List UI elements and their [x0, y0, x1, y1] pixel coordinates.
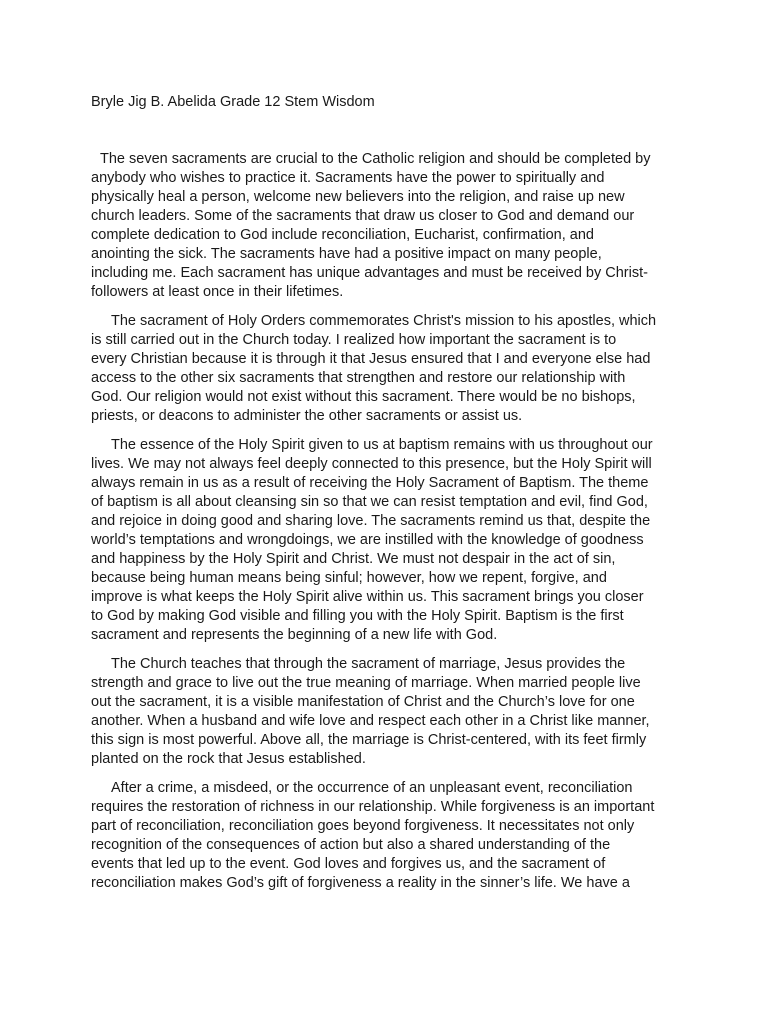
text-line: The essence of the Holy Spirit given to us at baptism remains with us throughout our [111, 437, 653, 453]
paragraph-4 [91, 655, 691, 769]
text-line: is still carried out in the Church today. I realized how important the sacrament is to [91, 332, 617, 348]
text-line: because being human means being sinful; however, how we repent, forgive, and [91, 570, 607, 586]
text-line: complete dedication to God include reconciliation, Eucharist, confirmation, and [91, 227, 594, 243]
text-line: events that led up to the event. God loves and forgives us, and the sacrament of [91, 856, 606, 872]
text-line: always remain in us as a result of receiving the Holy Sacrament of Baptism. The theme [91, 475, 649, 491]
text-line: recognition of the consequences of action but also a shared understanding of the [91, 837, 611, 853]
text-line: every Christian because it is through it that Jesus ensured that I and everyone else had [91, 351, 651, 367]
text-line: reconciliation makes God’s gift of forgiveness a reality in the sinner’s life. We have a [91, 875, 630, 891]
text-line: world’s temptations and wrongdoings, we are instilled with the knowledge of goodness [91, 532, 644, 548]
text-line: and rejoice in doing good and sharing love. The sacraments remind us that, despite the [91, 513, 651, 529]
text-line: followers at least once in their lifetimes. [91, 284, 344, 300]
text-line: access to the other six sacraments that strengthen and restore our relationship with [91, 370, 626, 386]
text-line: and happiness by the Holy Spirit and Christ. We must not despair in the act of sin, [91, 551, 616, 567]
text-line: requires the restoration of richness in our relationship. While forgiveness is an important [91, 799, 655, 815]
text-line: physically heal a person, welcome new believers into the religion, and raise up new [91, 189, 625, 205]
text-line: this sign is most powerful. Above all, the marriage is Christ-centered, with its feet firmly [91, 732, 647, 748]
text-line: God. Our religion would not exist without this sacrament. There would be no bishops, [91, 389, 636, 405]
text-line: The sacrament of Holy Orders commemorates Christ's mission to his apostles, which [111, 313, 657, 329]
document-body [91, 150, 691, 903]
document-header: Bryle Jig B. Abelida Grade 12 Stem Wisdom [91, 94, 375, 110]
paragraph-5 [91, 779, 691, 893]
text-line: The Church teaches that through the sacrament of marriage, Jesus provides the [111, 656, 626, 672]
text-line: anointing the sick. The sacraments have had a positive impact on many people, [91, 246, 602, 262]
text-line: including me. Each sacrament has unique advantages and must be received by Christ- [91, 265, 648, 281]
text-line: part of reconciliation, reconciliation goes beyond forgiveness. It necessitates not only [91, 818, 635, 834]
text-line: strength and grace to live out the true meaning of marriage. When married people live [91, 675, 641, 691]
text-line: of baptism is all about cleansing sin so that we can resist temptation and evil, find God, [91, 494, 648, 510]
text-line: After a crime, a misdeed, or the occurrence of an unpleasant event, reconciliation [111, 780, 633, 796]
text-line: another. When a husband and wife love and respect each other in a Christ like manner, [91, 713, 650, 729]
text-line: sacrament and represents the beginning of a new life with God. [91, 627, 498, 643]
text-line: priests, or deacons to administer the other sacraments or assist us. [91, 408, 523, 424]
text-line: improve is what keeps the Holy Spirit alive within us. This sacrament brings you closer [91, 589, 644, 605]
text-line: lives. We may not always feel deeply connected to this presence, but the Holy Spirit will [91, 456, 652, 472]
text-line: The seven sacraments are crucial to the Catholic religion and should be completed by [100, 151, 651, 167]
paragraph-2 [91, 312, 691, 426]
text-line: church leaders. Some of the sacraments that draw us closer to God and demand our [91, 208, 635, 224]
paragraph-3 [91, 436, 691, 645]
text-line: anybody who wishes to practice it. Sacraments have the power to spiritually and [91, 170, 605, 186]
paragraph-1 [91, 150, 691, 302]
text-line: planted on the rock that Jesus established. [91, 751, 366, 767]
text-line: to God by making God visible and filling you with the Holy Spirit. Baptism is the first [91, 608, 624, 624]
text-line: out the sacrament, it is a visible manifestation of Christ and the Church’s love for one [91, 694, 635, 710]
